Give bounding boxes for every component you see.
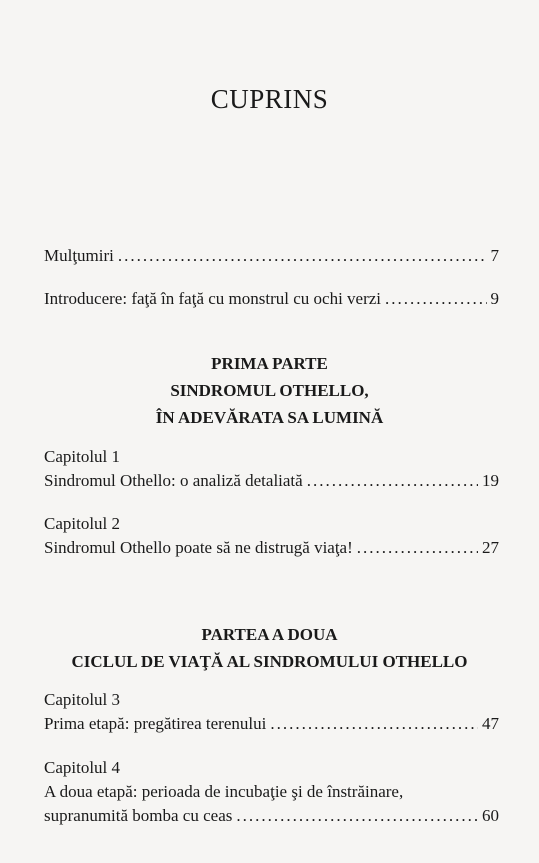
part-heading-2 <box>0 621 539 675</box>
chapter-label: Capitolul 2 <box>44 514 121 533</box>
part-heading-1 <box>0 350 539 431</box>
chapter-title-line: A doua etapă: perioada de incubaţie şi de înstrăinare, <box>44 782 404 801</box>
chapter-title: Sindromul Othello poate să ne distrugă viaţa! <box>44 538 353 557</box>
toc-entry-introducere <box>44 287 499 311</box>
toc-chapter-4 <box>44 756 499 828</box>
part-heading-line: ÎN ADEVĂRATA SA LUMINĂ <box>155 408 384 427</box>
page-title: CUPRINS <box>210 84 329 114</box>
dot-leader <box>385 287 486 311</box>
part-heading-line: SINDROMUL OTHELLO, <box>170 381 369 400</box>
chapter-label: Capitolul 3 <box>44 690 121 709</box>
toc-page-number: 9 <box>490 289 499 308</box>
toc-entry-text: Mulţumiri <box>44 246 114 265</box>
chapter-label: Capitolul 4 <box>44 758 121 777</box>
toc-page-number: 7 <box>490 246 499 265</box>
toc-entry-text: Introducere: faţă în faţă cu monstrul cu ochi verzi <box>44 289 382 308</box>
chapter-title: Sindromul Othello: o analiză detaliată <box>44 471 303 490</box>
toc-entry-multumiri <box>44 244 499 268</box>
chapter-label: Capitolul 1 <box>44 447 121 466</box>
part-heading-line: CICLUL DE VIAŢĂ AL SINDROMULUI OTHELLO <box>71 652 468 671</box>
part-heading-line: PARTEA A DOUA <box>201 625 338 644</box>
dot-leader <box>236 804 478 828</box>
dot-leader <box>307 469 478 493</box>
dot-leader <box>118 244 487 268</box>
toc-chapter-3 <box>44 688 499 736</box>
toc-chapter-1 <box>44 445 499 493</box>
toc-page-number: 60 <box>482 806 499 825</box>
dot-leader <box>357 536 478 560</box>
part-heading-line: PRIMA PARTE <box>211 354 328 373</box>
toc-page-number: 47 <box>482 714 499 733</box>
toc-page-number: 19 <box>482 471 499 490</box>
chapter-title: Prima etapă: pregătirea terenului <box>44 714 267 733</box>
toc-page-number: 27 <box>482 538 499 557</box>
dot-leader <box>270 712 478 736</box>
toc-chapter-2 <box>44 512 499 560</box>
chapter-title: supranumită bomba cu ceas <box>44 806 233 825</box>
